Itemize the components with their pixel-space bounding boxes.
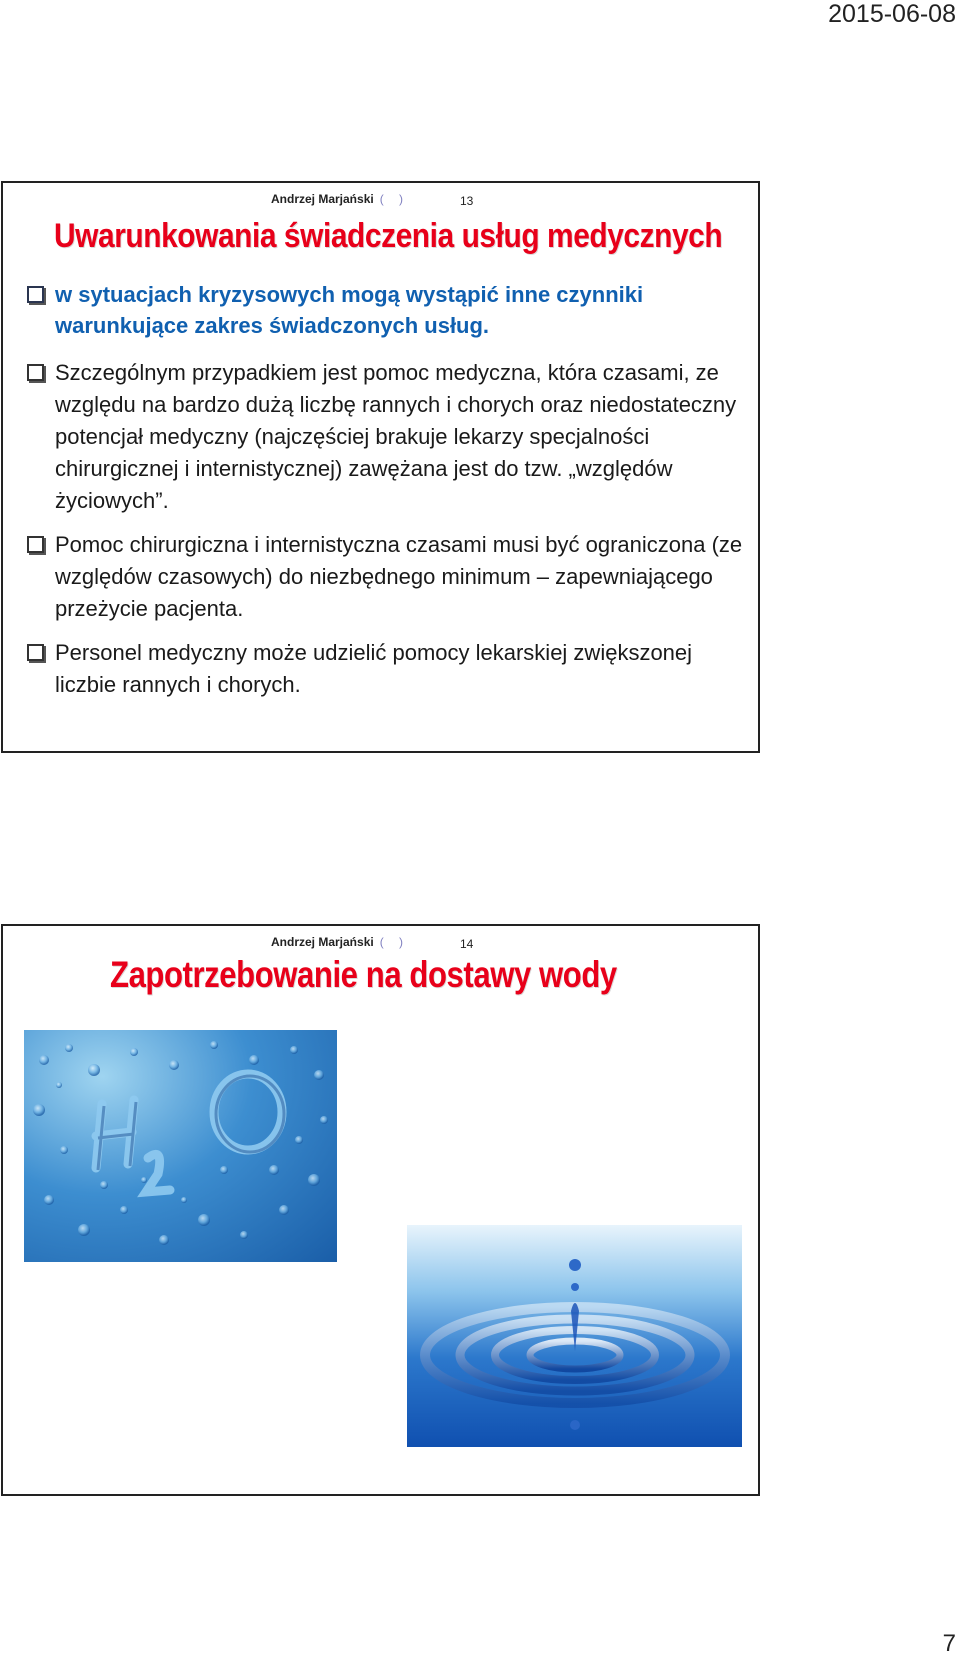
page-date: 2015-06-08 bbox=[828, 0, 956, 28]
author-paren: ( ) bbox=[379, 192, 410, 206]
water-drops-h2o-image bbox=[24, 1030, 337, 1262]
water-drops-illustration bbox=[24, 1030, 337, 1262]
slide-author bbox=[271, 192, 409, 206]
slide-number: 14 bbox=[460, 937, 474, 951]
slide-title: Uwarunkowania świadczenia usług medycznych bbox=[54, 217, 723, 255]
checkbox-bullet-icon bbox=[27, 286, 44, 303]
bullet-item bbox=[27, 529, 748, 625]
bullet-item bbox=[27, 279, 748, 341]
water-ripple-illustration bbox=[407, 1225, 742, 1447]
bullet-text: w sytuacjach kryzysowych mogą wystąpić inne czynniki warunkujące zakres świadczonych usług. bbox=[55, 282, 644, 338]
bullet-text: Szczególnym przypadkiem jest pomoc medyczna, która czasami, ze względu na bardzo dużą liczbę rannych i chorych oraz niedostateczny potencjał medyczny (najczęściej brakuje lekarzy specjalności chirurgicznej i internistycznej) zawężana jest do tzw. „względów życiowych”. bbox=[55, 360, 737, 513]
slide-author bbox=[271, 935, 409, 949]
bullet-text: Pomoc chirurgiczna i internistyczna czasami musi być ograniczona (ze względów czasowych) do niezbędnego minimum – zapewniającego przeżycie pacjenta. bbox=[55, 532, 743, 621]
page-number: 7 bbox=[942, 1630, 956, 1657]
checkbox-bullet-icon bbox=[27, 536, 44, 553]
bullet-item bbox=[27, 637, 748, 701]
bullet-item bbox=[27, 357, 748, 517]
bullet-list bbox=[27, 279, 748, 713]
checkbox-bullet-icon bbox=[27, 364, 44, 381]
slide-number: 13 bbox=[460, 194, 474, 208]
author-name: Andrzej Marjański bbox=[271, 192, 374, 206]
slide-title: Zapotrzebowanie na dostawy wody bbox=[110, 954, 617, 995]
author-name: Andrzej Marjański bbox=[271, 935, 374, 949]
slide-13 bbox=[1, 181, 760, 753]
author-paren: ( ) bbox=[379, 935, 410, 949]
water-ripple-image bbox=[407, 1225, 742, 1447]
slide-14 bbox=[1, 924, 760, 1496]
checkbox-bullet-icon bbox=[27, 644, 44, 661]
bullet-text: Personel medyczny może udzielić pomocy lekarskiej zwiększonej liczbie rannych i chorych. bbox=[55, 640, 693, 697]
